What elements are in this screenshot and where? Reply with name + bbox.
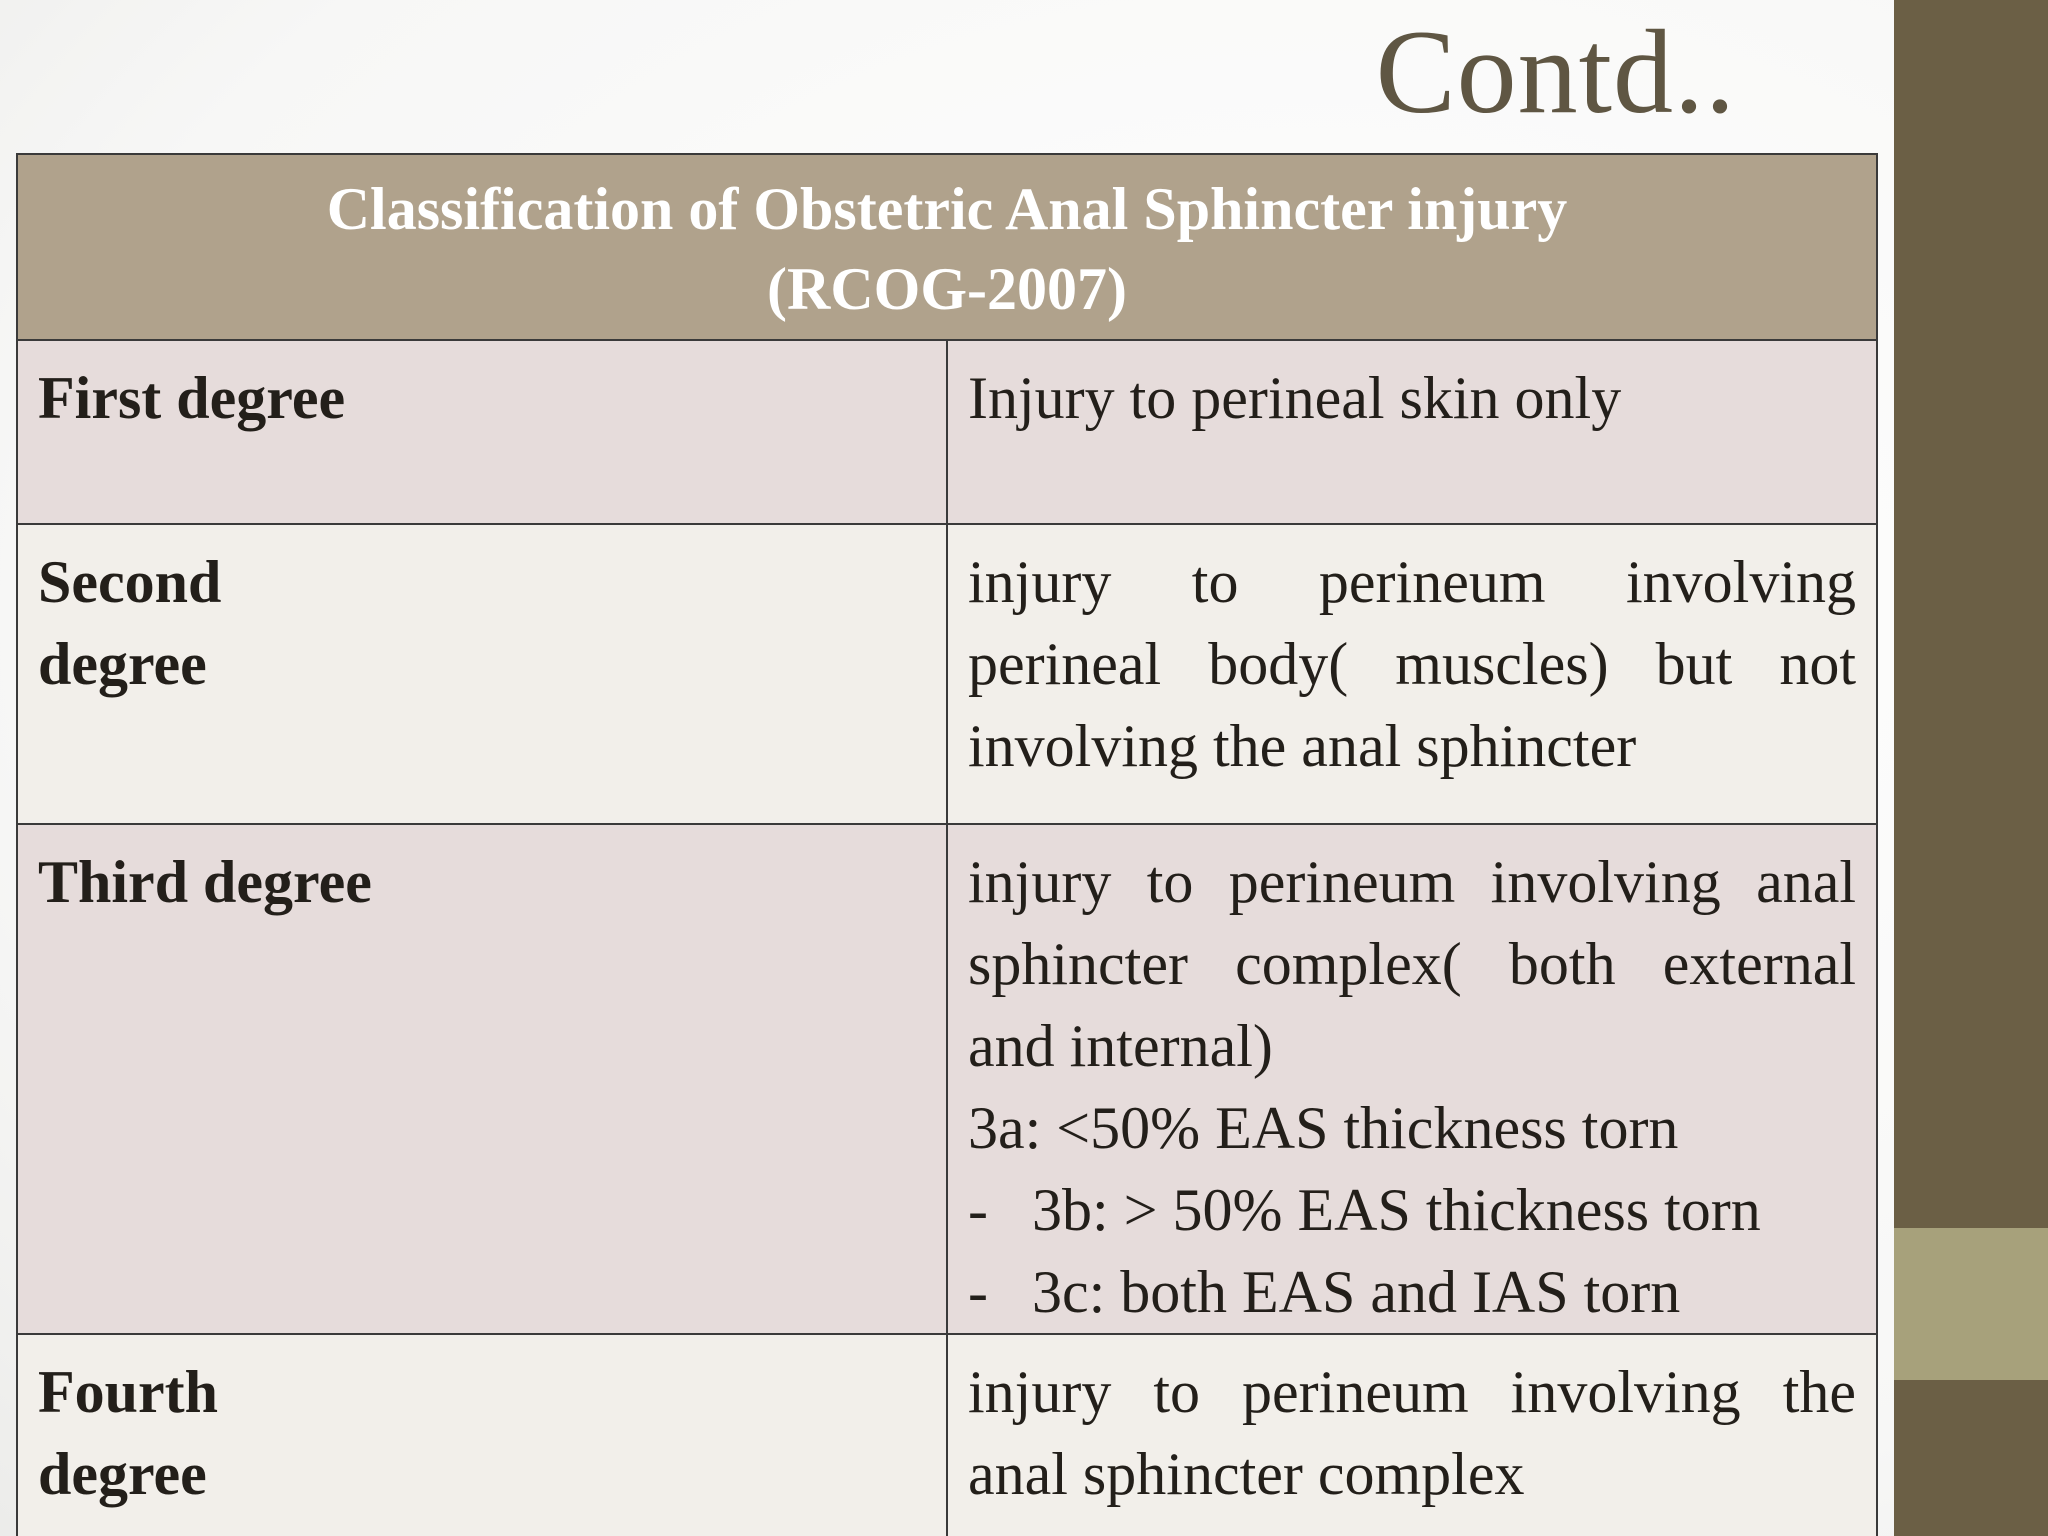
degree-text: Second degree [38, 549, 222, 697]
description-cell [947, 524, 1877, 824]
description-cell [947, 824, 1877, 1334]
degree-cell: Third degree [17, 824, 947, 1334]
subitem-3c [968, 1251, 1856, 1333]
degree-text: Fourth degree [38, 1359, 218, 1507]
table-row-second-degree [17, 524, 1877, 824]
subitem-3b [968, 1169, 1856, 1251]
table-row-first-degree [17, 340, 1877, 524]
degree-cell [17, 1334, 947, 1536]
table-header-line2: (RCOG-2007) [767, 256, 1127, 322]
description-text: Injury to perineal skin only [968, 365, 1622, 431]
subitem-text: 3c: both EAS and IAS torn [1032, 1259, 1681, 1325]
description-text: injury to perineum involving anal sphincter complex( both external and internal) [968, 849, 1856, 1079]
table-header-row [17, 154, 1877, 340]
bullet-dash: - [968, 1177, 988, 1243]
degree-cell [17, 524, 947, 824]
description-cell [947, 340, 1877, 524]
decorative-side-bar-accent [1894, 1228, 2048, 1380]
degree-cell: First degree [17, 340, 947, 524]
table-row-third-degree [17, 824, 1877, 1334]
slide-title: Contd.. [1375, 5, 1736, 138]
description-text: injury to perineum involving the anal sphincter complex [968, 1359, 1856, 1507]
classification-table [16, 153, 1878, 1536]
description-text: injury to perineum involving perineal body( muscles) but not involving the anal sphincter [968, 549, 1856, 779]
bullet-dash: - [968, 1259, 988, 1325]
subitem-3a [968, 1087, 1856, 1169]
table-row-fourth-degree [17, 1334, 1877, 1536]
table-header [17, 154, 1877, 340]
table-header-line1: Classification of Obstetric Anal Sphincter injury [326, 176, 1568, 242]
subitem-text: 3a: <50% EAS thickness torn [968, 1095, 1679, 1161]
description-cell [947, 1334, 1877, 1536]
subitem-text: 3b: > 50% EAS thickness torn [1032, 1177, 1761, 1243]
